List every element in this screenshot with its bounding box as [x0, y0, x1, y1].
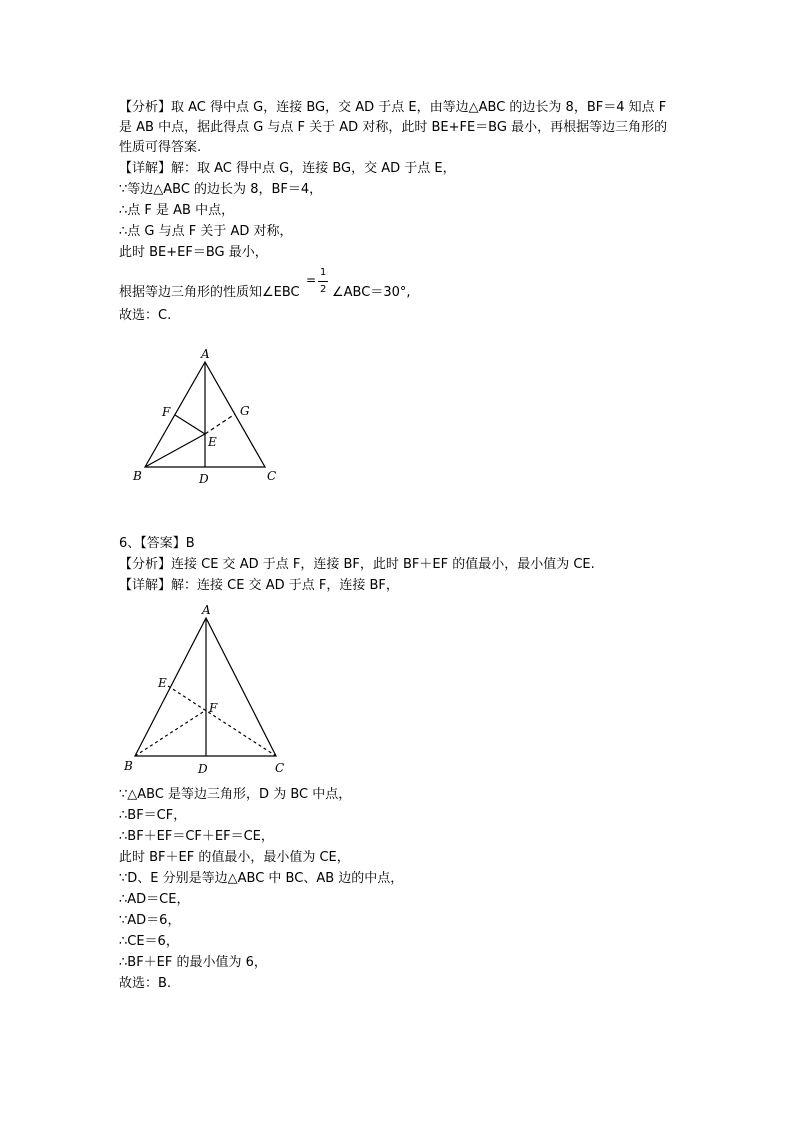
label-b: B [133, 469, 142, 483]
fraction-numerator: 1 [320, 267, 327, 278]
solution-step: 故选：B. [119, 976, 172, 991]
solution-step: ∴BF＝CF， [119, 808, 187, 823]
analysis-6-line: 【分析】连接 CE 交 AD 于点 F，连接 BF，此时 BF＋EF 的值最小，最小值为 CE. [119, 557, 595, 572]
label-c: C [267, 469, 277, 483]
triangle-figure-2 [120, 600, 295, 780]
label-c-2: C [275, 761, 285, 775]
label-e-2: E [158, 676, 167, 690]
label-d: D [199, 472, 209, 486]
solution-step: ∵AD＝6， [119, 913, 181, 928]
analysis-line-3: 性质可得答案. [119, 140, 202, 155]
label-f: F [162, 405, 171, 419]
solution-step: ∴BF＋EF＝CF＋EF＝CE， [119, 829, 274, 844]
analysis-line-1: 【分析】取 AC 得中点 G，连接 BG，交 AD 于点 E，由等边△ABC 的边长为 8，BF＝4 知点 F [119, 100, 667, 115]
detail-line-2: ∵等边△ABC 的边长为 8，BF＝4， [119, 182, 323, 197]
label-a-2: A [202, 603, 211, 617]
angle-line-suffix: ∠ABC＝30°, [332, 285, 411, 300]
angle-line-prefix: 根据等边三角形的性质知∠EBC [119, 285, 300, 300]
detail-line-1: 【详解】解：取 AC 得中点 G，连接 BG，交 AD 于点 E， [119, 161, 456, 176]
segment-eg-dashed [205, 414, 235, 434]
label-f-2: F [209, 701, 218, 715]
solution-step: ∵D、E 分别是等边△ABC 中 BC、AB 边的中点， [119, 871, 404, 886]
label-d-2: D [198, 762, 208, 776]
segment-bf-dashed [135, 710, 206, 756]
answer-line: 6、【答案】B [119, 536, 195, 551]
triangle-figure-1 [125, 340, 295, 490]
segment-ec-dashed [168, 686, 276, 756]
segment-fe [175, 415, 205, 434]
solution-step: ∵△ABC 是等边三角形，D 为 BC 中点， [119, 787, 352, 802]
fraction-bar [318, 281, 328, 282]
label-b-2: B [124, 759, 133, 773]
detail-6-line: 【详解】解：连接 CE 交 AD 于点 F，连接 BF， [119, 578, 399, 593]
label-a: A [201, 347, 210, 361]
solution-step: ∴CE＝6， [119, 934, 179, 949]
choice-line: 故选：C. [119, 308, 172, 323]
solution-step: ∴BF＋EF 的最小值为 6， [119, 955, 267, 970]
detail-line-4: ∴点 G 与点 F 关于 AD 对称， [119, 224, 293, 239]
angle-equals: = [306, 273, 317, 287]
fraction-denominator: 2 [320, 284, 327, 295]
label-e: E [208, 435, 217, 449]
detail-line-3: ∴点 F 是 AB 中点， [119, 203, 235, 218]
label-g: G [240, 404, 250, 418]
detail-line-5: 此时 BE+EF＝BG 最小， [119, 245, 268, 260]
analysis-line-2: 是 AB 中点，据此得点 G 与点 F 关于 AD 对称，此时 BE+FE＝BG 最小，再根据等边三角形的 [119, 120, 668, 135]
solution-step: 此时 BF＋EF 的值最小，最小值为 CE， [119, 850, 350, 865]
solution-step: ∴AD＝CE， [119, 892, 190, 907]
